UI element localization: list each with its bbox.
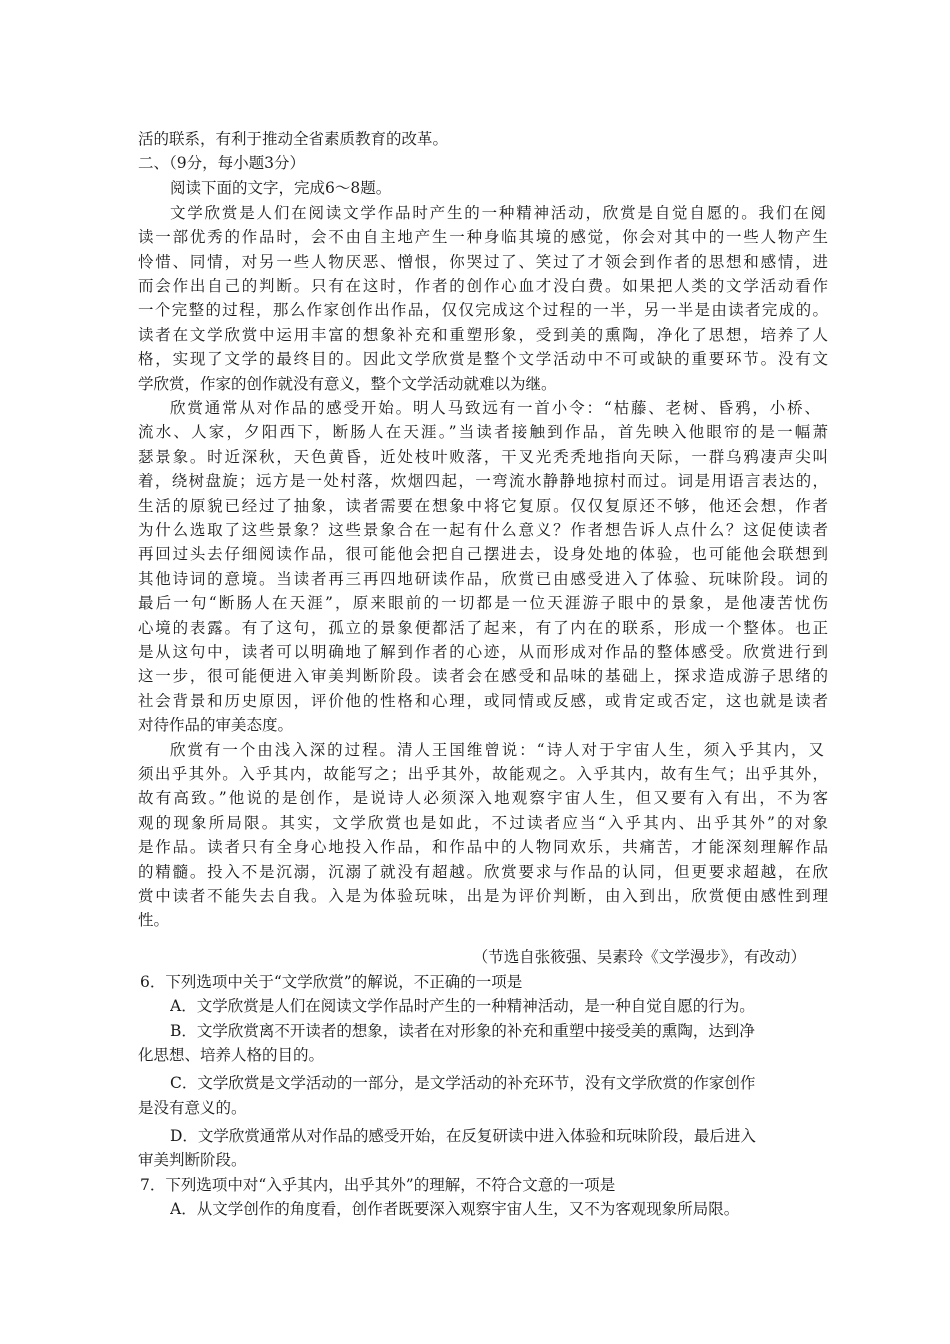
question-6-option-a: A．文学欣赏是人们在阅读文学作品时产生的一种精神活动，是一种自觉自愿的行为。 xyxy=(170,997,755,1015)
passage-line: 对待作品的审美态度。 xyxy=(138,716,294,734)
source-note: （节选自张筱强、吴素玲《文学漫步》，有改动） xyxy=(472,948,806,966)
passage-line: 怜惜、同情，对另一些人物厌恶、憎恨，你哭过了、笑过了才领会到作者的思想和感情，进 xyxy=(138,253,828,271)
passage-line: 社会背景和历史原因，评价他的性格和心理，或同情或反感，或肯定或否定，这也就是读者 xyxy=(138,692,828,710)
passage-line: 最后一句“断肠人在天涯”，原来眼前的一切都是一位天涯游子眼中的景象，是他凄苦忧伤 xyxy=(138,594,828,612)
passage-line: 观的现象所局限。其实，文学欣赏也是如此，不过读者应当“入乎其内、出乎其外”的对象 xyxy=(138,814,828,832)
passage-line: 读者在文学欣赏中运用丰富的想象补充和重塑形象，受到美的熏陶，净化了思想，培养了人 xyxy=(138,326,828,344)
passage-line: 为什么选取了这些景象？这些景象合在一起有什么意义？作者想告诉人点什么？这促使读者 xyxy=(138,521,828,539)
question-6-option-c: C．文学欣赏是文学活动的一部分，是文学活动的补充环节，没有文学欣赏的作家创作 xyxy=(170,1074,756,1092)
passage-line: 心境的表露。有了这句，孤立的景象便都活了起来，有了内在的联系，形成一个整体。也正 xyxy=(138,619,828,637)
passage-line: 欣赏有一个由浅入深的过程。清人王国维曾说：“诗人对于宇宙人生，须入乎其内，又 xyxy=(170,741,824,759)
passage-line: 再回过头去仔细阅读作品，很可能他会把自己摆进去，设身处地的体验，也可能他会联想到 xyxy=(138,545,828,563)
question-6-option-c-cont: 是没有意义的。 xyxy=(138,1099,247,1117)
passage-line: 是作品。读者只有全身心地投入作品，和作品中的人物同欢乐，共痛苦，才能深刻理解作品 xyxy=(138,838,828,856)
question-7-stem: 7．下列选项中对“入乎其内，出乎其外”的理解，不符合文意的一项是 xyxy=(140,1176,616,1194)
passage-line: 瑟景象。时近深秋，天色黄昏，近处枝叶败落，干叉光秃秃地指向天际，一群乌鸦凄声尖叫 xyxy=(138,448,828,466)
passage-line: 生活的原貌已经过了抽象，读者需要在想象中将它复原。仅仅复原还不够，他还会想，作者 xyxy=(138,497,828,515)
question-6-option-b: B．文学欣赏离不开读者的想象，读者在对形象的补充和重塑中接受美的熏陶，达到净 xyxy=(170,1022,755,1040)
passage-line: 而会作出自己的判断。只有在这时，作者的创作心血才没白费。如果把人类的文学活动看作 xyxy=(138,277,828,295)
passage-line: 一个完整的过程，那么作家创作出作品，仅仅完成这个过程的一半，另一半是由读者完成的。 xyxy=(138,301,828,319)
passage-line: 学欣赏，作家的创作就没有意义，整个文学活动就难以为继。 xyxy=(138,375,557,393)
passage-line: 故有高致。”他说的是创作，是说诗人必须深入地观察宇宙人生，但又要有入有出，不为客 xyxy=(138,789,828,807)
passage-line: 是从这句中，读者可以明确地了解到作者的心迹，从而形成对作品的整体感受。欣赏进行到 xyxy=(138,643,828,661)
question-6-option-d: D．文学欣赏通常从对作品的感受开始，在反复研读中进入体验和玩味阶段，最后进入 xyxy=(170,1127,756,1145)
passage-line: 其他诗词的意境。当读者再三再四地研读作品，欣赏已由感受进入了体验、玩味阶段。词的 xyxy=(138,570,828,588)
question-6-stem: 6．下列选项中关于“文学欣赏”的解说，不正确的一项是 xyxy=(140,973,523,991)
passage-line: 文学欣赏是人们在阅读文学作品时产生的一种精神活动，欣赏是自觉自愿的。我们在阅 xyxy=(170,204,826,222)
passage-line: 性。 xyxy=(138,911,170,929)
question-6-option-b-cont: 化思想、培养人格的目的。 xyxy=(138,1046,325,1064)
question-6-option-d-cont: 审美判断阶段。 xyxy=(138,1151,247,1169)
question-7-option-a: A．从文学创作的角度看，创作者既要深入观察宇宙人生，又不为客观现象所局限。 xyxy=(170,1200,740,1218)
passage-line: 赏中读者不能失去自我。入是为体验玩味，出是为评价判断，由入到出，欣赏便由感性到理 xyxy=(138,887,828,905)
passage-line: 读一部优秀的作品时，会不由自主地产生一种身临其境的感觉，你会对其中的一些人物产生 xyxy=(138,228,828,246)
passage-line: 着，绕树盘旋；远方是一处村落，炊烟四起，一弯流水静静地掠村而过。词是用语言表达的， xyxy=(138,472,828,490)
passage-line: 流水、人家，夕阳西下，断肠人在天涯。”当读者接触到作品，首先映入他眼帘的是一幅萧 xyxy=(138,423,828,441)
passage-line: 的精髓。投入不是沉溺，沉溺了就没有超越。欣赏要求与作品的认同，但更要求超越，在欣 xyxy=(138,863,828,881)
passage-line: 这一步，很可能便进入审美判断阶段。读者会在感受和品味的基础上，探求造成游子思绪的 xyxy=(138,667,828,685)
passage-line: 格，实现了文学的最终目的。因此文学欣赏是整个文学活动中不可或缺的重要环节。没有文 xyxy=(138,350,828,368)
passage-line: 须出乎其外。入乎其内，故能写之；出乎其外，故能观之。入乎其内，故有生气；出乎其外， xyxy=(138,765,828,783)
intro-tail-text: 活的联系，有利于推动全省素质教育的改革。 xyxy=(138,130,449,148)
section-header: 二、（9分，每小题3分） xyxy=(138,154,305,172)
passage-line: 欣赏通常从对作品的感受开始。明人马致远有一首小令：“枯藤、老树、昏鸦，小桥、 xyxy=(170,399,820,417)
reading-instruction: 阅读下面的文字，完成6～8题。 xyxy=(170,179,392,197)
